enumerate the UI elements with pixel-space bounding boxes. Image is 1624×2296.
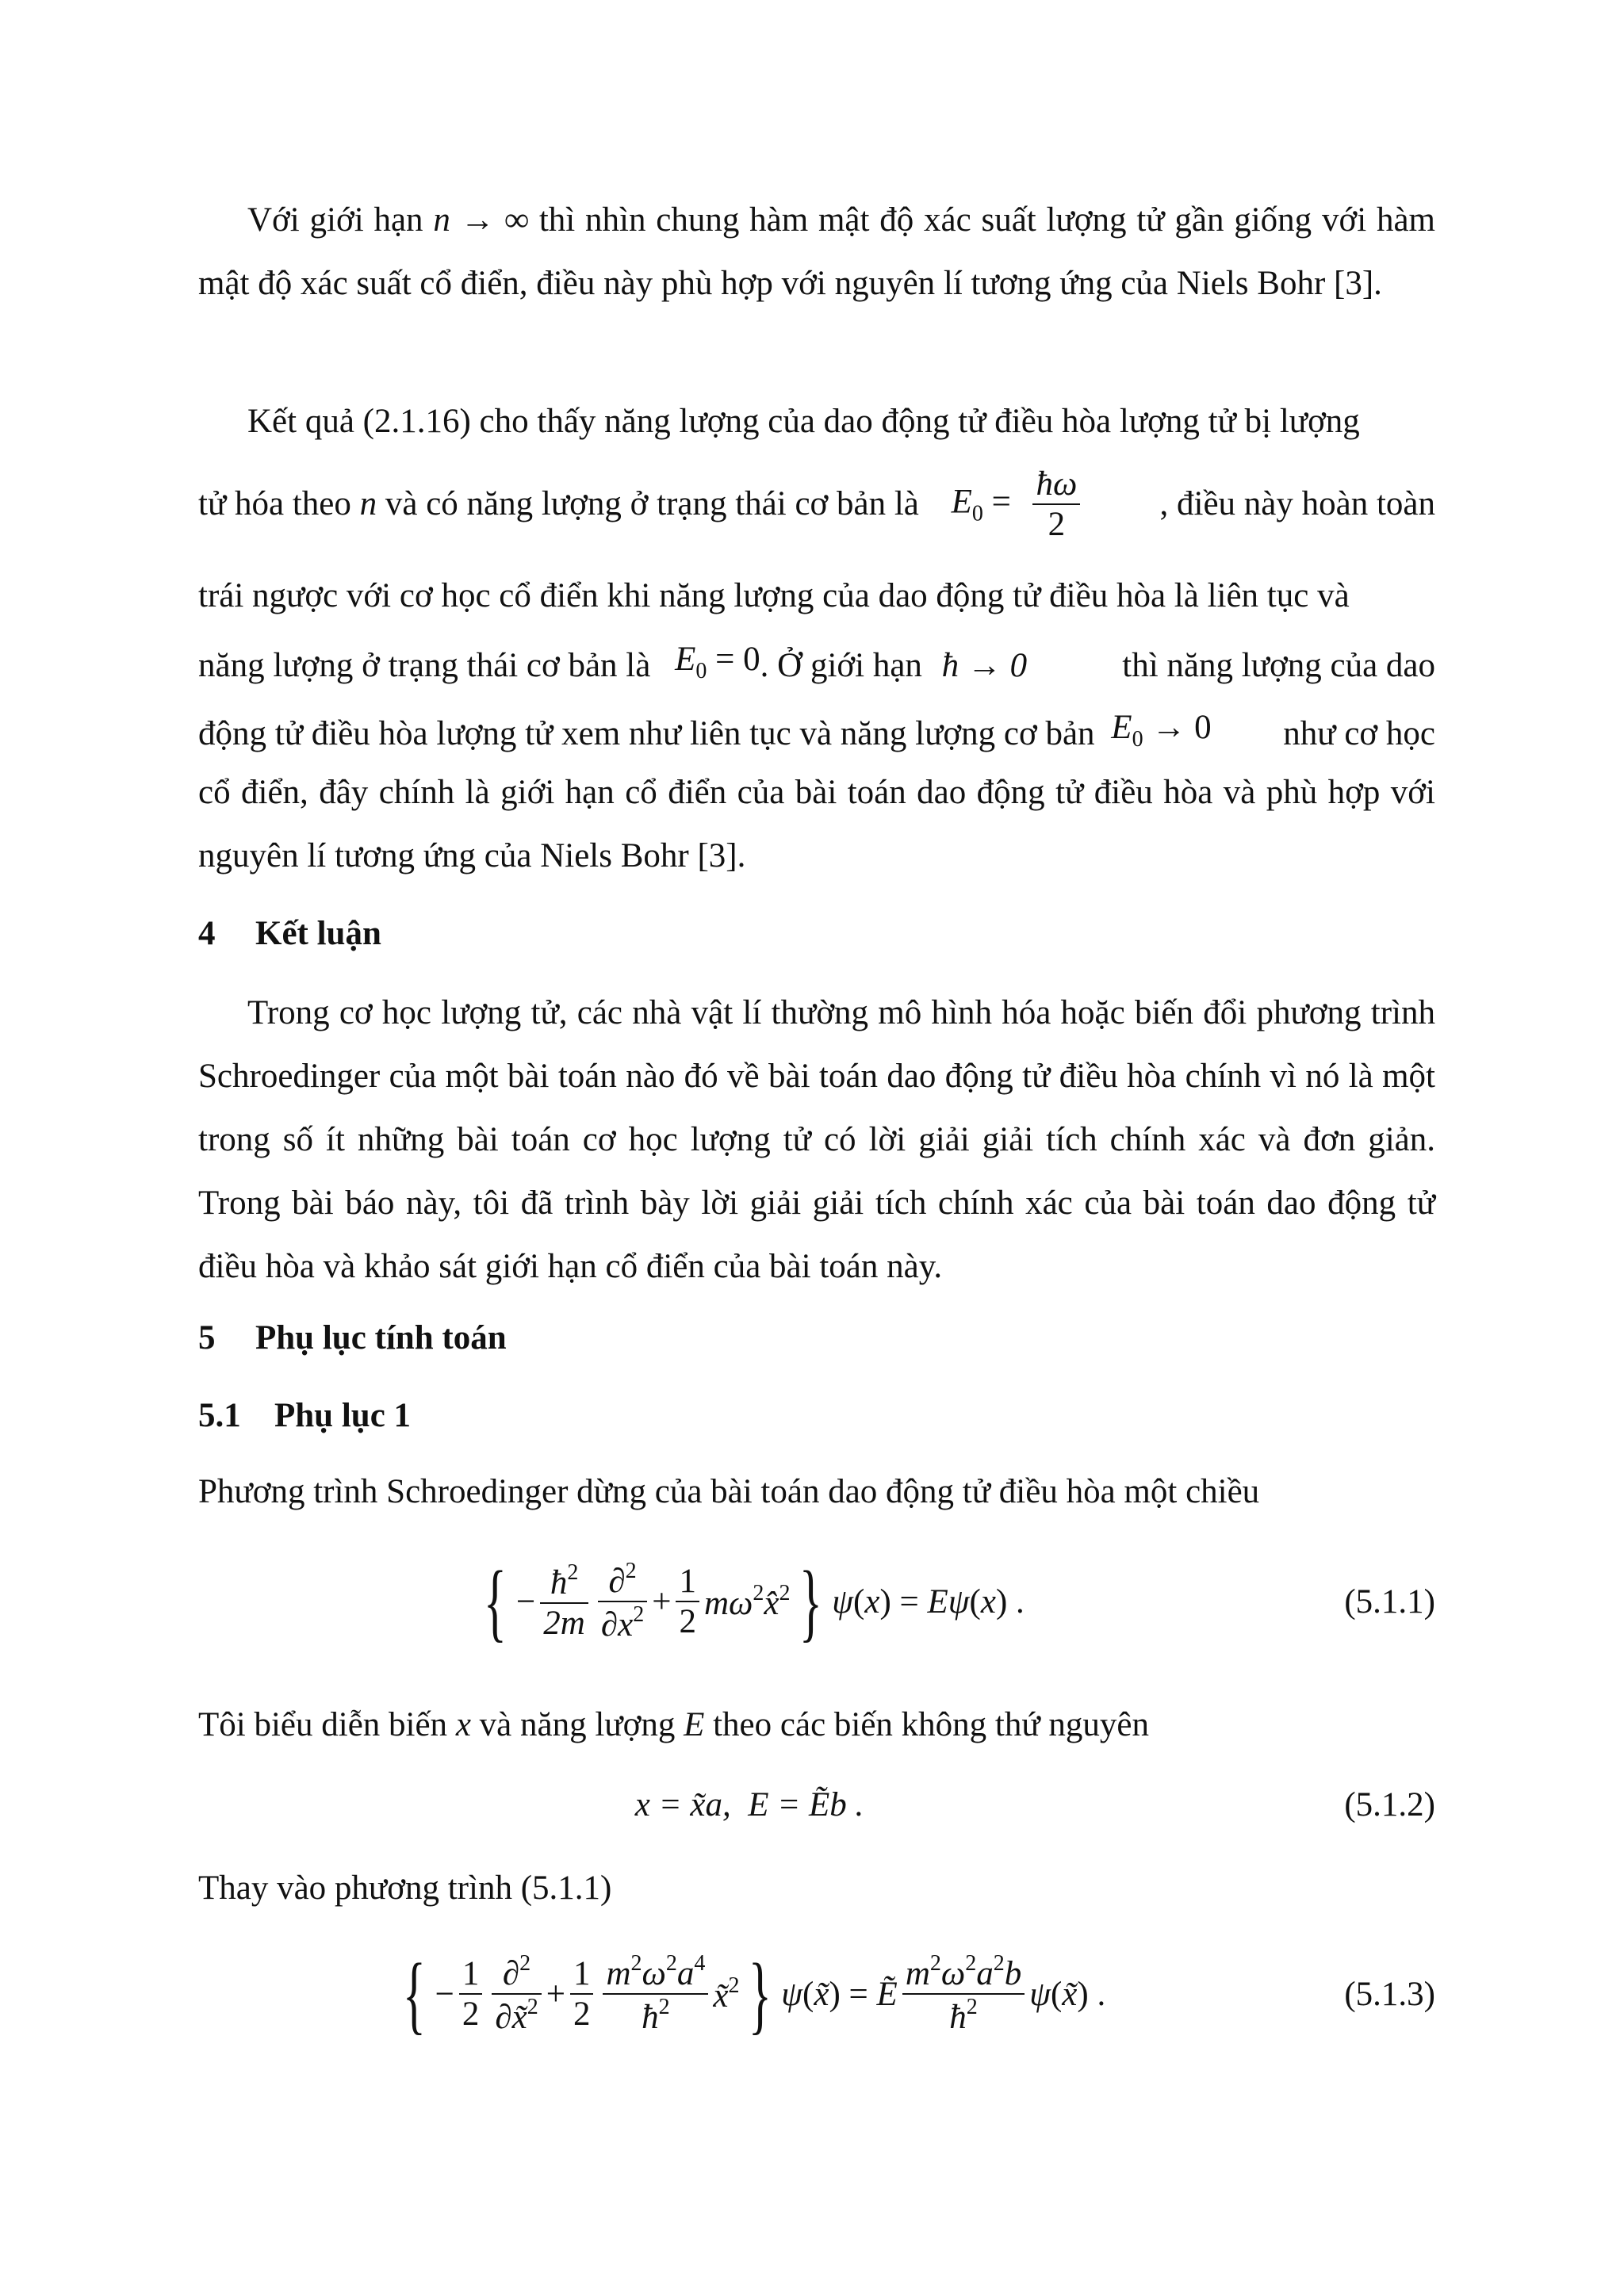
fraction-hbar-omega-over-2 [1032,465,1080,545]
section-number: 5.1 [198,1397,241,1434]
equation-5-1-2 [198,1773,1435,1836]
text-span: tử hóa theo [198,485,360,523]
text-span: và năng lượng [470,1706,684,1743]
math-x: x [455,1706,471,1743]
paragraph-conclusion [198,982,1435,1299]
section-heading-conclusion [198,910,381,958]
section-heading-appendix [198,1314,507,1362]
equation-number: (5.1.3) [1344,1975,1435,2013]
text-span: Với giới hạn [247,201,434,239]
equals-zero: = 0 [707,641,760,678]
text-span: , điều này hoàn toàn [1159,485,1435,523]
paragraph-line [198,696,1435,771]
fraction-one-half: $\frac{1}{2}$ [570,1954,594,2034]
equation-text: x = x̃a, E = Ẽb . [634,1785,864,1823]
left-brace: { [402,1946,426,2042]
text-span: Kết quả (2.1.16) cho thấy năng lượng của dao động tử điều hòa lượng tử bị lượng [247,403,1360,440]
arrow-zero: → 0 [1143,709,1212,746]
math-e: E [1111,709,1132,746]
text-span: Trong cơ học lượng tử, các nhà vật lí thường mô hình hóa hoặc biến đổi phương trình Schroedinger của một bài toán nào đó về bài toán dao động tử điều hòa chính vì nó là một trong số ít những bài toán cơ học lượng tử có lời giải giải tích chính xác và đơn giản. Trong bài báo này, tôi đã trình bày lời giải giải tích chính xác của bài toán dao động tử điều hòa và khảo sát giới hạn cổ điển của bài toán này. [198,994,1435,1285]
equation-5-1-3 [198,1934,1435,2053]
equation-number: (5.1.1) [1344,1582,1435,1621]
text-span: trái ngược với cơ học cổ điển khi năng lượng của dao động tử điều hòa là liên tục và [198,577,1350,614]
text-span: thì nhìn chung hàm mật độ xác suất lượng tử gần giống với hàm mật độ xác suất cổ điển, điều này phù hợp với nguyên lí tương ứng của Niels Bohr [3]. [198,201,1435,302]
text-span: như cơ học [1283,714,1435,752]
text-span: Thay vào phương trình (5.1.1) [198,1869,612,1907]
section-title: Phụ lục tính toán [255,1319,507,1357]
math-e: E [675,641,696,678]
subscript: 0 [971,501,983,526]
text-span: Tôi biểu diễn biến [198,1706,456,1743]
paragraph-line [198,761,1435,888]
equation-5-1-1 [198,1546,1435,1657]
text-span: . Ở giới hạn [760,646,931,684]
right-brace: } [799,1553,823,1650]
equation-number: (5.1.2) [1344,1785,1435,1823]
math-n-infinity: n → ∞ [433,201,530,239]
subsection-heading-appendix-1 [198,1392,411,1440]
fraction-one-half: $\frac{1}{2}$ [676,1562,699,1642]
text-span: theo các biến không thứ nguyên [704,1706,1150,1743]
right-brace: } [749,1946,772,2042]
left-brace: { [484,1553,508,1650]
math-e: E [684,1706,705,1743]
text-span: động tử điều hòa lượng tử xem như liên tục và năng lượng cơ bản [198,714,1104,752]
math-n: n [359,485,377,523]
paragraph-schrodinger-intro [198,1460,1435,1524]
fraction-denominator: 2 [1048,506,1066,544]
subscript: 0 [1132,727,1143,752]
fraction-hbar2-over-2m: $\frac{ħ^2}{2m}$ [540,1560,588,1644]
paragraph-line [198,628,1435,703]
text-span: thì năng lượng của dao [1122,646,1435,684]
equation-body: { − $\frac{1}{2}$ $\frac{\partial^2}{\partial x̃^2}$ + $\frac{1}{2}$ $\frac{m^2\omega^2a^4}{ħ^2}$ x̃$^2$ } ψ ( x̃ ) = Ẽ $\frac{m^2\omega^2a^2b}{ħ^2}$ ψ ( x̃ ) . [402,1946,1106,2042]
math-e: E [951,483,972,521]
math-hbar-to-zero: ħ → 0 [941,646,1028,684]
text-span: và có năng lượng ở trạng thái cơ bản là [377,485,928,523]
equation-body [198,1785,1300,1824]
section-number: 5 [198,1319,216,1357]
equation-e0-ground [952,465,1086,545]
fraction-m2w2a2b-over-hbar2: $\frac{m^2\omega^2a^2b}{ħ^2}$ [902,1951,1025,2038]
paragraph-dimensionless [198,1693,1435,1757]
paragraph-line [198,465,1435,545]
fraction-m2w2a4-over-hbar2: $\frac{m^2\omega^2a^4}{ħ^2}$ [603,1951,708,2038]
fraction-partial-derivative: $\frac{\partial^2}{\partial x^2}$ [598,1559,647,1645]
paragraph-substitute [198,1857,1435,1920]
paragraph-line [198,564,1435,628]
text-span: năng lượng ở trạng thái cơ bản là [198,646,660,684]
paragraph-line [198,390,1435,453]
equation-e0-limit [1111,696,1211,771]
section-title: Kết luận [255,915,381,952]
fraction-numerator: ħω [1032,465,1080,505]
section-number: 4 [198,915,216,952]
section-title: Phụ lục 1 [274,1397,412,1434]
fraction-one-half: $\frac{1}{2}$ [459,1954,483,2034]
fraction-partial-derivative: $\frac{\partial^2}{\partial x̃^2}$ [492,1951,541,2038]
text-span: Phương trình Schroedinger dừng của bài toán dao động tử điều hòa một chiều [198,1473,1260,1510]
paragraph-classical-limit [198,189,1435,316]
text-span: cổ điển, đây chính là giới hạn cổ điển của bài toán dao động tử điều hòa và phù hợp với nguyên lí tương ứng của Niels Bohr [3]. [198,774,1435,874]
subscript: 0 [695,659,707,683]
equation-body: { − $\frac{ħ^2}{2m}$ $\frac{\partial^2}{\partial x^2}$ + $\frac{1}{2}$ $m\omega^2x̂^2$ } ψ ( x ) = Eψ ( x ) . [484,1553,1025,1650]
equation-e0-zero [675,628,760,703]
equals: = [982,483,1020,521]
